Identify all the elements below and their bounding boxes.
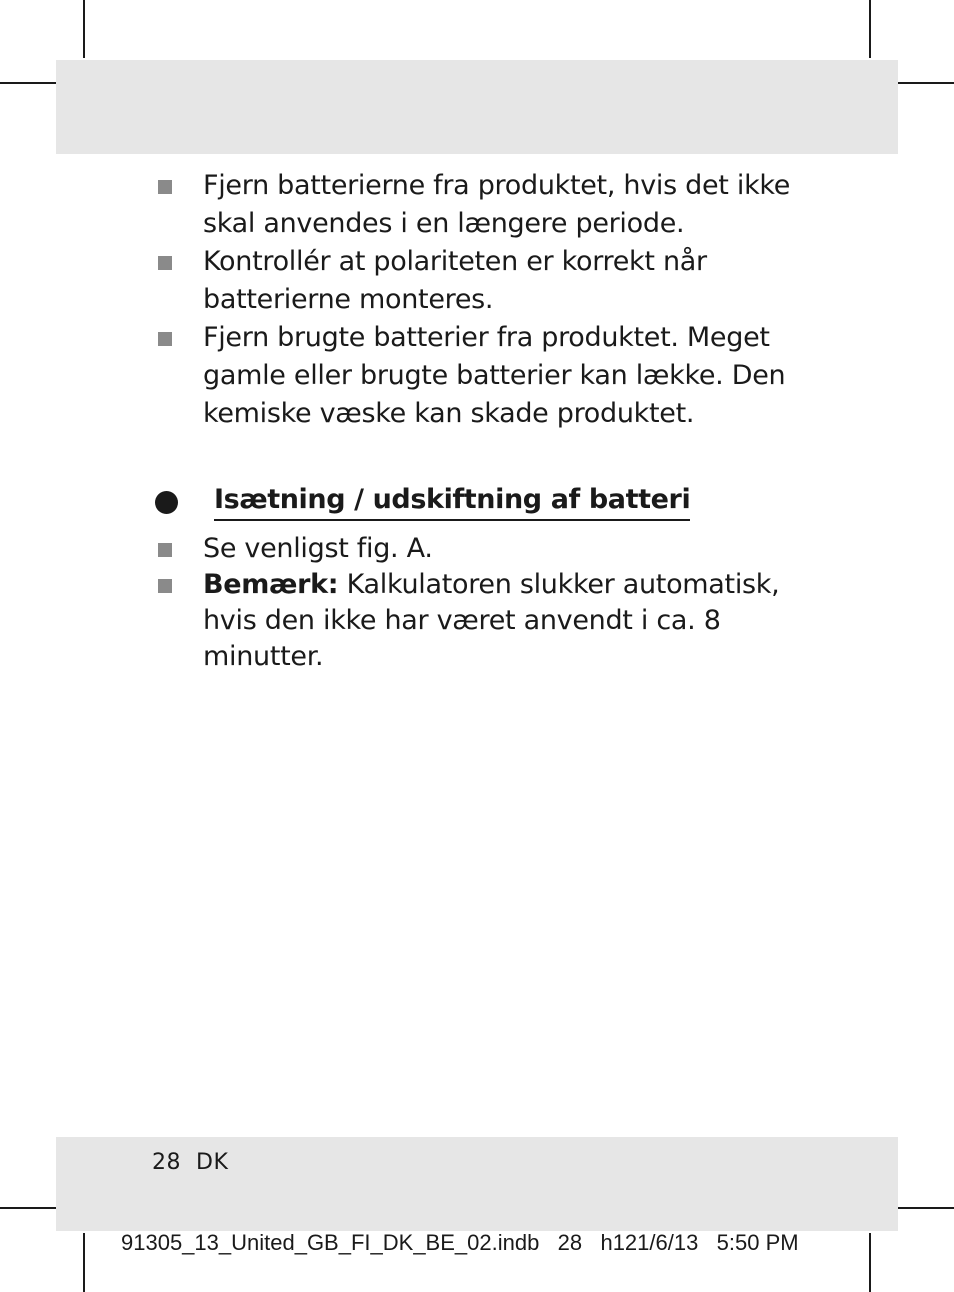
note-text: Kalkulatoren slukker automatisk, hvis den ikke har været anvendt i ca. 8 minutter.	[203, 569, 780, 672]
list-item-text: Fjern brugte batterier fra produktet. Meget gamle eller brugte batterier kan lække. Den kemiske væske kan skade produktet.	[203, 322, 786, 429]
crop-mark	[0, 1207, 56, 1209]
square-bullet-icon	[158, 180, 172, 194]
page-number: 28	[152, 1150, 181, 1175]
section-heading: Isætning / udskiftning af batteri	[214, 484, 690, 521]
list-item-text	[203, 567, 823, 675]
round-bullet-icon	[155, 491, 178, 514]
crop-mark	[869, 0, 871, 58]
page-footer	[152, 1150, 228, 1175]
list-item-text: Fjern batterierne fra produktet, hvis det ikke skal anvendes i en længere periode.	[203, 170, 791, 239]
square-bullet-icon	[158, 332, 172, 346]
crop-mark	[898, 82, 954, 84]
square-bullet-icon	[158, 256, 172, 270]
crop-mark	[83, 1233, 85, 1292]
note-label: Bemærk:	[203, 569, 339, 600]
list-item-text: Kontrollér at polariteten er korrekt når batterierne monteres.	[203, 246, 707, 315]
crop-mark	[869, 1233, 871, 1292]
square-bullet-icon	[158, 543, 172, 557]
language-code: DK	[196, 1150, 229, 1175]
square-bullet-icon	[158, 579, 172, 593]
crop-mark	[898, 1207, 954, 1209]
print-slug: 91305_13_United_GB_FI_DK_BE_02.indb 28 h121/6/13 5:50 PM	[121, 1230, 799, 1255]
crop-mark	[83, 0, 85, 58]
list-item-text: Se venligst fig. A.	[203, 533, 433, 564]
header-band	[56, 60, 898, 154]
crop-mark	[0, 82, 56, 84]
